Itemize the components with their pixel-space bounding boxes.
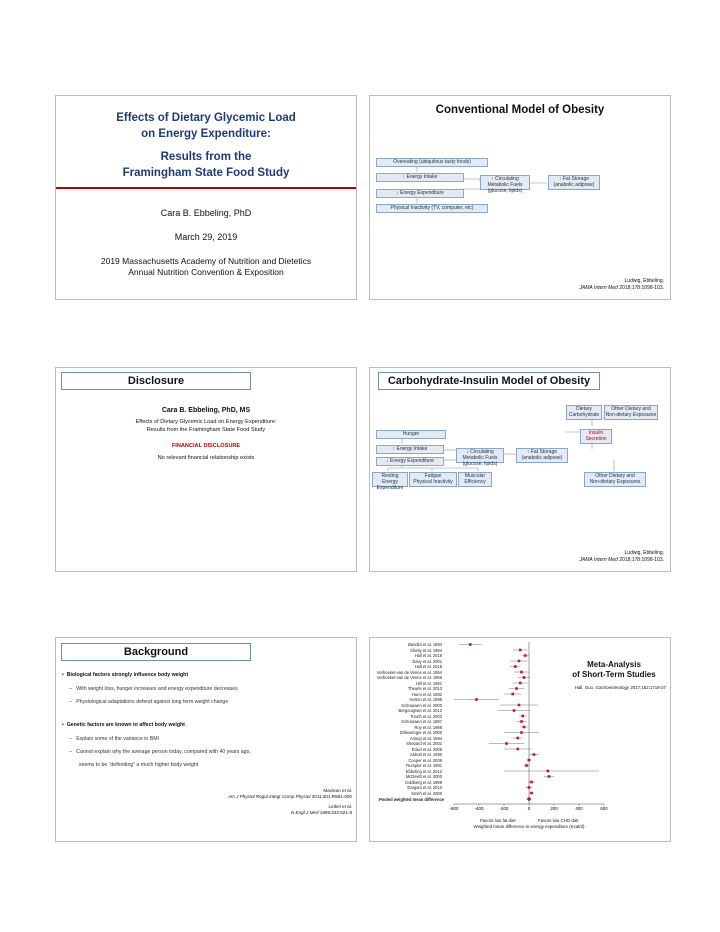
box-muscular-efficiency bbox=[458, 472, 492, 487]
citation-prefix: Hall, Guo. bbox=[574, 685, 596, 690]
study-label: Eckel et al. 2006 bbox=[411, 746, 442, 752]
box-energy-expenditure: ↓ Energy Expenditure bbox=[376, 189, 464, 198]
fatigue-line-1: Fatigue bbox=[424, 473, 442, 479]
slide-carbohydrate-insulin-model bbox=[369, 367, 671, 572]
subtitle-block bbox=[56, 149, 356, 181]
box-energy-expenditure: ↓ Energy Expenditure bbox=[376, 457, 444, 466]
x-tick-label: 200 bbox=[550, 806, 558, 811]
flow-connectors bbox=[370, 368, 670, 571]
meta-citation bbox=[575, 685, 666, 690]
box-fat-storage bbox=[516, 448, 568, 463]
study-label: Horton et al. 1995 bbox=[409, 697, 442, 702]
x-tick-label: 400 bbox=[575, 806, 583, 811]
reference-source bbox=[579, 285, 664, 292]
study-estimate-marker bbox=[520, 671, 523, 674]
sub-bullet-1b-text: Physiological adaptations defend against long term weight change bbox=[76, 699, 229, 705]
study-estimate-marker bbox=[530, 792, 533, 795]
sub-bullet-1a bbox=[69, 686, 238, 693]
x-tick-label: -400 bbox=[474, 806, 484, 811]
pooled-estimate-diamond bbox=[527, 797, 532, 801]
bullet-icon: • bbox=[62, 672, 67, 678]
study-label: Rumpler et al. 1991 bbox=[406, 763, 442, 768]
author: Cara B. Ebbeling, PhD bbox=[160, 208, 252, 218]
study-estimate-marker bbox=[475, 698, 478, 701]
slide-meta-analysis bbox=[369, 637, 671, 842]
sub-bullet-2b-text: Cannot explain why the average person today, compared with 40 years ago, bbox=[76, 749, 251, 755]
study-label: McDevitt et al. 2000 bbox=[405, 774, 442, 779]
sub-bullet-2a bbox=[69, 736, 159, 743]
fuels-line-2: (glucose, lipids) bbox=[462, 461, 498, 467]
box-energy-intake: ↑ Energy Intake bbox=[376, 173, 464, 182]
study-label: Bandini et al. 1994 bbox=[408, 642, 442, 647]
box-circulating-fuels bbox=[456, 448, 504, 467]
sub-bullet-1b bbox=[69, 699, 228, 706]
dash-icon: – bbox=[69, 736, 77, 742]
reference bbox=[579, 278, 664, 292]
study-estimate-marker bbox=[520, 720, 523, 723]
slide-title: Conventional Model of Obesity bbox=[435, 104, 605, 116]
box-other-exposures-2 bbox=[584, 472, 646, 487]
study-estimate-marker bbox=[548, 775, 551, 778]
study-estimate-marker bbox=[469, 643, 472, 646]
fat-line-2: (anabolic adipose) bbox=[521, 455, 563, 461]
study-label: Smith et al. 2000 bbox=[411, 790, 442, 796]
title-block bbox=[56, 110, 356, 142]
study-estimate-marker bbox=[523, 726, 526, 729]
reference-authors: Ludwig, Ebbeling. bbox=[624, 278, 664, 284]
study-estimate-marker bbox=[511, 693, 514, 696]
study-title-line-1: Effects of Dietary Glycemic Load on Energy Expenditure: bbox=[135, 419, 277, 425]
divider-line bbox=[56, 187, 356, 189]
bullet-2-text: Genetic factors are known to affect body weight bbox=[66, 722, 185, 728]
heading-line-2: of Short-Term Studies bbox=[572, 670, 656, 679]
x-tick-label: -200 bbox=[499, 806, 509, 811]
reference-2-authors: Leibel et al. bbox=[328, 804, 352, 809]
bullet-2 bbox=[62, 722, 185, 729]
study-label: Astrup et al. 1994 bbox=[409, 735, 442, 741]
other2-line-1: Other Dietary and bbox=[595, 473, 635, 479]
study-estimate-marker bbox=[521, 715, 524, 718]
box-fatigue bbox=[409, 472, 457, 487]
slide-title bbox=[55, 95, 357, 300]
study-estimate-marker bbox=[524, 654, 527, 657]
dash-icon: – bbox=[69, 699, 77, 705]
study-estimate-marker bbox=[528, 759, 531, 762]
study-label: Hall et al. 2016 bbox=[414, 653, 442, 658]
bullet-icon: • bbox=[62, 722, 67, 728]
dietary-line-1: Dietary bbox=[576, 406, 592, 412]
study-estimate-marker bbox=[519, 682, 522, 685]
study-estimate-marker bbox=[516, 748, 519, 751]
study-estimate-marker bbox=[519, 649, 522, 652]
event-line-2: Annual Nutrition Convention & Exposition bbox=[128, 267, 284, 277]
study-label: Thearle et al. 2013 bbox=[407, 686, 442, 691]
study-estimate-marker bbox=[518, 704, 521, 707]
muscular-line-1: Muscular bbox=[464, 473, 486, 479]
study-label: Hurni et al. 1982 bbox=[411, 691, 442, 697]
study-label: Hall et al. 2015 bbox=[414, 664, 442, 669]
sub-bullet-2a-text: Explain some of the variance in BMI bbox=[76, 736, 159, 742]
slide-title: Carbohydrate-Insulin Model of Obesity bbox=[378, 372, 600, 390]
study-estimate-marker bbox=[525, 764, 528, 767]
reference-detail: 2018;178:1098-103. bbox=[617, 285, 664, 291]
financial-disclosure-label: FINANCIAL DISCLOSURE bbox=[171, 443, 241, 449]
muscular-line-2: Efficiency bbox=[464, 479, 486, 485]
dietary-line-2: Carbohydrate bbox=[568, 412, 600, 418]
reference-1-journal: Am J Physiol Regul Integr Comp Physiol bbox=[227, 794, 311, 799]
study-label: Cooper et al. 2009 bbox=[408, 757, 442, 763]
x-tick-label: -600 bbox=[449, 806, 459, 811]
reference-2 bbox=[291, 804, 352, 816]
bullet-1 bbox=[62, 672, 188, 679]
author: Cara B. Ebbeling, PhD, MS bbox=[161, 407, 251, 414]
study-estimate-marker bbox=[516, 737, 519, 740]
fat-line-1: ↑ Fat Storage bbox=[526, 449, 557, 455]
slide-title: Background bbox=[61, 643, 251, 661]
reference-1-source bbox=[228, 794, 352, 800]
title-line-1: Effects of Dietary Glycemic Load bbox=[116, 112, 296, 124]
box-insulin-secretion bbox=[580, 429, 612, 444]
reference-source bbox=[579, 557, 664, 564]
title-line-2: on Energy Expenditure: bbox=[141, 128, 271, 140]
study-title-line-2: Results from the Framingham State Food Study bbox=[146, 427, 266, 433]
study-estimate-marker bbox=[520, 731, 523, 734]
x-tick-label: 600 bbox=[600, 806, 608, 811]
slide-title: Disclosure bbox=[61, 372, 251, 390]
study-label: Ebbeling et al. 2012 bbox=[405, 768, 442, 774]
study-label: Dargani et al. 2010 bbox=[407, 785, 442, 790]
study-label: Shepard et al. 2001 bbox=[406, 741, 442, 746]
study-estimate-marker bbox=[523, 676, 526, 679]
study-label: Roy et al. 1998 bbox=[414, 724, 442, 730]
dash-icon: – bbox=[69, 749, 77, 755]
study-label: Hill et al. 1991 bbox=[416, 680, 442, 686]
study-label: Verboeket-van de Venne et al. 1994 bbox=[376, 669, 442, 675]
study-label: Schrauwen et al. 1997 bbox=[401, 719, 442, 724]
reference-journal: JAMA Intern Med bbox=[579, 557, 618, 563]
study-label: Goldberg et al. 1998 bbox=[404, 779, 442, 785]
study-estimate-marker bbox=[515, 687, 518, 690]
x-tick-label: 0 bbox=[527, 806, 531, 811]
slide-conventional-model bbox=[369, 95, 671, 300]
reference-authors: Ludwig, Ebbeling. bbox=[624, 550, 664, 556]
study-label: Bergouignan et al. 2012 bbox=[398, 708, 442, 713]
reference-journal: JAMA Intern Med bbox=[579, 285, 618, 291]
box-energy-intake: ↑ Energy Intake bbox=[376, 445, 444, 454]
box-dietary-carbohydrate bbox=[566, 405, 602, 420]
other2-line-2: Non-dietary Exposures bbox=[589, 479, 641, 485]
fat-line-1: ↑ Fat Storage bbox=[558, 176, 589, 182]
study-title bbox=[56, 418, 356, 434]
sub-bullet-2b bbox=[69, 749, 251, 756]
date: March 29, 2019 bbox=[174, 232, 238, 242]
heading-line-1: Meta-Analysis bbox=[587, 660, 641, 669]
study-estimate-marker bbox=[528, 786, 531, 789]
dash-icon: – bbox=[69, 686, 77, 692]
sub-bullet-2b-cont: seems to be “defending” a much higher body weight bbox=[79, 762, 199, 768]
event-line-1: 2019 Massachusetts Academy of Nutrition and Dietetics bbox=[100, 256, 312, 266]
study-label: Verboeket-van de Venne et al. 1996 bbox=[376, 675, 442, 680]
meta-analysis-heading bbox=[560, 660, 668, 680]
other-line-1: Other Dietary and bbox=[611, 406, 651, 412]
favors-low-cho-label: Favors low CHO diet bbox=[538, 818, 579, 823]
box-hunger: Hunger bbox=[376, 430, 446, 439]
reference-2-source bbox=[291, 810, 352, 816]
favors-low-fat-label: Favors low fat diet bbox=[480, 818, 516, 823]
slide-disclosure bbox=[55, 367, 357, 572]
fat-line-2: (anabolic adipose) bbox=[553, 182, 595, 188]
study-estimate-marker bbox=[514, 665, 517, 668]
study-label: Abbott et al. 1990 bbox=[409, 752, 442, 757]
reference-2-journal: N Engl J Med bbox=[290, 810, 319, 815]
study-label: Shetty et al. 1994 bbox=[410, 647, 442, 653]
study-label: Treuth et al. 2003 bbox=[410, 713, 442, 719]
reference-detail: 2018;178:1098-103. bbox=[617, 557, 664, 563]
financial-disclosure-text: No relevant financial relationship exists bbox=[157, 455, 255, 461]
box-overeating: Overeating (ubiquitous tasty foods) bbox=[376, 158, 488, 167]
subtitle-line-2: Framingham State Food Study bbox=[122, 167, 290, 179]
insulin-line-1: Insulin bbox=[588, 430, 604, 436]
study-estimate-marker bbox=[505, 742, 508, 745]
fuels-line-2: (glucose, lipids) bbox=[487, 188, 523, 194]
citation-detail: 2017;152:1718-27 bbox=[629, 685, 666, 690]
box-fat-storage bbox=[548, 175, 600, 190]
fuels-line-1: ↓ Circulating Metabolic Fuels bbox=[462, 449, 498, 461]
study-label: Davy et al. 2001 bbox=[412, 658, 442, 664]
reference-1-authors: Maclean et al. bbox=[323, 788, 352, 793]
slide-background bbox=[55, 637, 357, 842]
box-circulating-fuels bbox=[480, 175, 530, 194]
sub-bullet-1a-text: With weight loss, hunger increases and energy expenditure decreases bbox=[76, 686, 238, 692]
box-other-exposures bbox=[604, 405, 658, 420]
x-axis-title: Weighted mean difference in energy expenditure (Kcal/d) bbox=[473, 824, 585, 829]
box-resting-energy bbox=[372, 472, 408, 491]
study-estimate-marker bbox=[530, 781, 533, 784]
reference-1-detail: 2011;301:R581-600 bbox=[310, 794, 352, 799]
study-estimate-marker bbox=[533, 753, 536, 756]
subtitle-line-1: Results from the bbox=[160, 151, 252, 163]
box-physical-inactivity: Physical Inactivity (TV, computer, etc) bbox=[376, 204, 488, 213]
study-label: Schrauwen et al. 2000 bbox=[401, 702, 442, 708]
rest-line-2: Expenditure bbox=[376, 485, 404, 491]
bullet-1-text: Biological factors strongly influence body weight bbox=[66, 672, 189, 678]
rest-line-1: Resting Energy bbox=[381, 473, 399, 485]
citation-journal: Gastroenterology bbox=[595, 685, 630, 690]
study-estimate-marker bbox=[546, 770, 549, 773]
fuels-line-1: ↑ Circulating Metabolic Fuels bbox=[487, 176, 523, 188]
fatigue-line-2: Physical Inactivity bbox=[413, 479, 453, 485]
event bbox=[56, 256, 356, 278]
reference bbox=[579, 550, 664, 564]
reference-2-detail: 1995;332:621-8 bbox=[318, 810, 352, 815]
insulin-line-2: Secretion bbox=[585, 436, 607, 442]
reference-1 bbox=[228, 788, 352, 800]
study-estimate-marker bbox=[518, 660, 521, 663]
other-line-2: Non-dietary Exposures bbox=[605, 412, 657, 418]
pooled-label: Pooled weighted mean difference bbox=[378, 797, 444, 802]
study-estimate-marker bbox=[513, 709, 516, 712]
study-label: Dirlewanger et al. 2000 bbox=[399, 730, 442, 735]
